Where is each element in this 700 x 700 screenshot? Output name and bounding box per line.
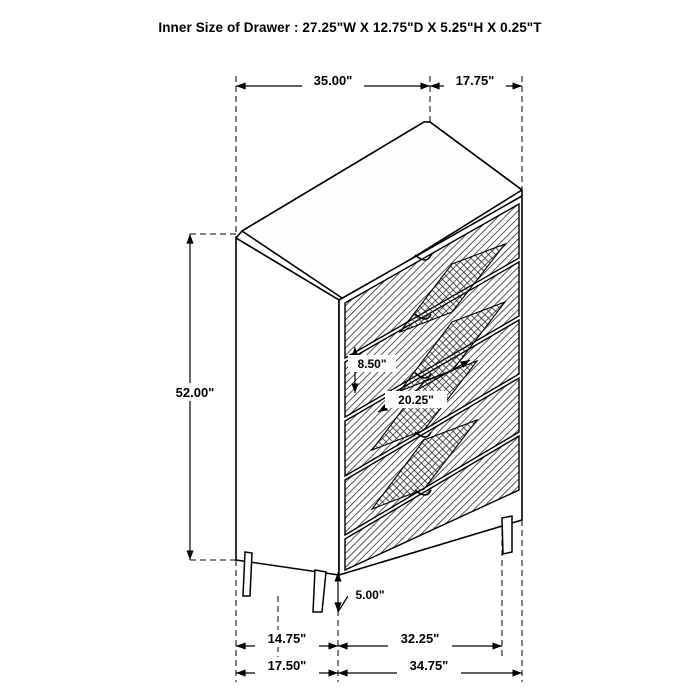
dim-top-width-side: 17.75" <box>455 73 495 88</box>
dim-top-width-front: 35.00" <box>313 73 353 88</box>
dimension-row-base <box>236 630 502 647</box>
dim-drawer-height: 8.50" <box>357 357 387 371</box>
dimension-overall-height <box>172 234 236 560</box>
dimension-leg-height <box>338 572 392 612</box>
dimension-top-widths <box>236 72 522 88</box>
dim-base-right: 32.25" <box>400 631 440 646</box>
dim-bottom-right: 34.75" <box>409 658 449 673</box>
dimension-row-bottom <box>236 657 522 674</box>
dim-overall-height: 52.00" <box>175 385 215 400</box>
dim-drawer-width: 20.25" <box>398 393 434 407</box>
page-title: Inner Size of Drawer : 27.25"W X 12.75"D X 5.25"H X 0.25"T <box>158 20 542 35</box>
dim-leg-height: 5.00" <box>355 588 385 602</box>
dim-base-left: 14.75" <box>267 631 307 646</box>
dim-bottom-left: 17.50" <box>267 658 307 673</box>
